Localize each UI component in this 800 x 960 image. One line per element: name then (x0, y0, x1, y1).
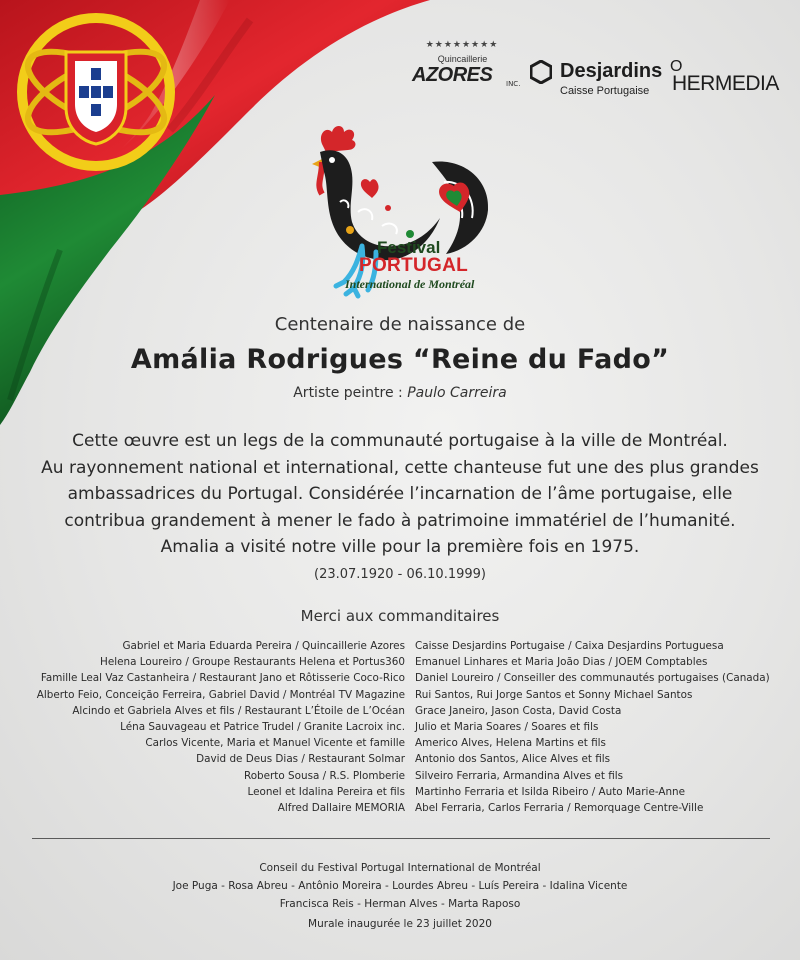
sponsor-line: Americo Alves, Helena Martins et fils (415, 737, 606, 750)
festival-logo-line2: PORTUGAL (359, 255, 469, 276)
sponsor-line: Alberto Feio, Conceição Ferreira, Gabriel David / Montréal TV Magazine (36, 688, 405, 701)
sponsors-list (20, 638, 780, 818)
sponsor-line: Martinho Ferraria et Isilda Ribeiro / Auto Marie-Anne (415, 785, 686, 798)
azores-logo-subtext: Quincaillerie (437, 54, 488, 64)
dedication-paragraph (30, 428, 770, 561)
sponsor-line: Helena Loureiro / Groupe Restaurants Helena et Portus360 (100, 656, 405, 669)
sponsor-line: Alcindo et Gabriela Alves et fils / Restaurant L’Étoile de L’Océan (72, 704, 405, 717)
council-members: Joe Puga - Rosa Abreu - Antônio Moreira - Lourdes Abreu - Luís Pereira - Idalina Vicente (172, 880, 628, 892)
paragraph-line: ambassadrices du Portugal. Considérée l’incarnation de l’âme portugaise, elle (67, 484, 733, 504)
artist-prefix: Artiste peintre : (293, 385, 408, 401)
sponsor-line: Daniel Loureiro / Conseiller des communautés portugaises (Canada) (415, 672, 770, 685)
sponsor-line: Julio et Maria Soares / Soares et fils (415, 721, 599, 734)
hermedia-logo (670, 58, 780, 95)
sponsor-logos (400, 40, 780, 110)
hermedia-o-glyph: O (670, 58, 682, 75)
sponsor-line: Leonel et Idalina Pereira et fils (247, 785, 405, 798)
sponsor-line: David de Deus Dias / Restaurant Solmar (196, 753, 405, 766)
council-members: Francisca Reis - Herman Alves - Marta Raposo (279, 898, 521, 910)
hermedia-name: HERMEDIA (672, 72, 779, 95)
sponsors-left-column (20, 638, 405, 816)
sponsor-line: Silveiro Ferraria, Armandina Alves et fils (415, 769, 624, 782)
desjardins-logo (528, 58, 668, 98)
festival-logo-line1: Festival (377, 238, 441, 257)
page-title: Amália Rodrigues “Reine du Fado” (130, 344, 670, 375)
sponsor-line: Grace Janeiro, Jason Costa, David Costa (415, 704, 622, 717)
sponsor-line: Rui Santos, Rui Jorge Santos et Sonny Michael Santos (415, 688, 693, 701)
sponsors-heading: Merci aux commanditaires (300, 607, 500, 625)
artist-credit (0, 385, 800, 401)
desjardins-hexagon-icon (530, 60, 552, 84)
azores-logo-name: AZORES (412, 64, 493, 86)
sponsor-line: Léna Sauvageau et Patrice Trudel / Granite Lacroix inc. (120, 721, 405, 734)
inauguration-date: Murale inaugurée le 23 juillet 2020 (308, 918, 492, 930)
sponsor-line: Abel Ferraria, Carlos Ferraria / Remorquage Centre-Ville (415, 802, 704, 815)
desjardins-subtitle: Caisse Portugaise (560, 85, 650, 97)
sponsor-line: Carlos Vicente, Maria et Manuel Vicente et famille (145, 737, 405, 750)
paragraph-line: Cette œuvre est un legs de la communauté portugaise à la ville de Montréal. (72, 431, 728, 451)
azores-logo-suffix: INC. (506, 80, 521, 88)
stars-icon: ★★★★★★★★ (425, 40, 499, 50)
quincaillerie-azores-logo (410, 40, 520, 105)
desjardins-name: Desjardins (560, 60, 663, 82)
sponsor-line: Alfred Dallaire MEMORIA (277, 802, 405, 815)
sponsor-line: Gabriel et Maria Eduarda Pereira / Quincaillerie Azores (122, 640, 405, 652)
sponsors-right-column (415, 638, 785, 816)
paragraph-line: Amalia a visité notre ville pour la première fois en 1975. (160, 537, 640, 557)
sponsor-line: Caisse Desjardins Portugaise / Caixa Desjardins Portuguesa (415, 640, 724, 652)
sponsor-line: Famille Leal Vaz Castanheira / Restaurant Jano et Rôtisserie Coco-Rico (40, 672, 405, 685)
artist-name: Paulo Carreira (407, 385, 507, 401)
sponsor-line: Emanuel Linhares et Maria João Dias / JOEM Comptables (415, 656, 708, 669)
life-dates: (23.07.1920 - 06.10.1999) (314, 567, 486, 582)
subtitle: Centenaire de naissance de (274, 314, 526, 335)
divider (32, 838, 770, 839)
paragraph-line: Au rayonnement national et international, cette chanteuse fut une des plus grandes (41, 457, 759, 478)
council-heading: Conseil du Festival Portugal International de Montréal (259, 862, 541, 874)
paragraph-line: contribua grandement à mener le fado à patrimoine immatériel de l’humanité. (64, 510, 736, 531)
sponsor-line: Roberto Sousa / R.S. Plomberie (243, 769, 405, 782)
sponsor-line: Antonio dos Santos, Alice Alves et fils (415, 753, 611, 766)
festival-logo-line3: International de Montréal (345, 277, 475, 291)
